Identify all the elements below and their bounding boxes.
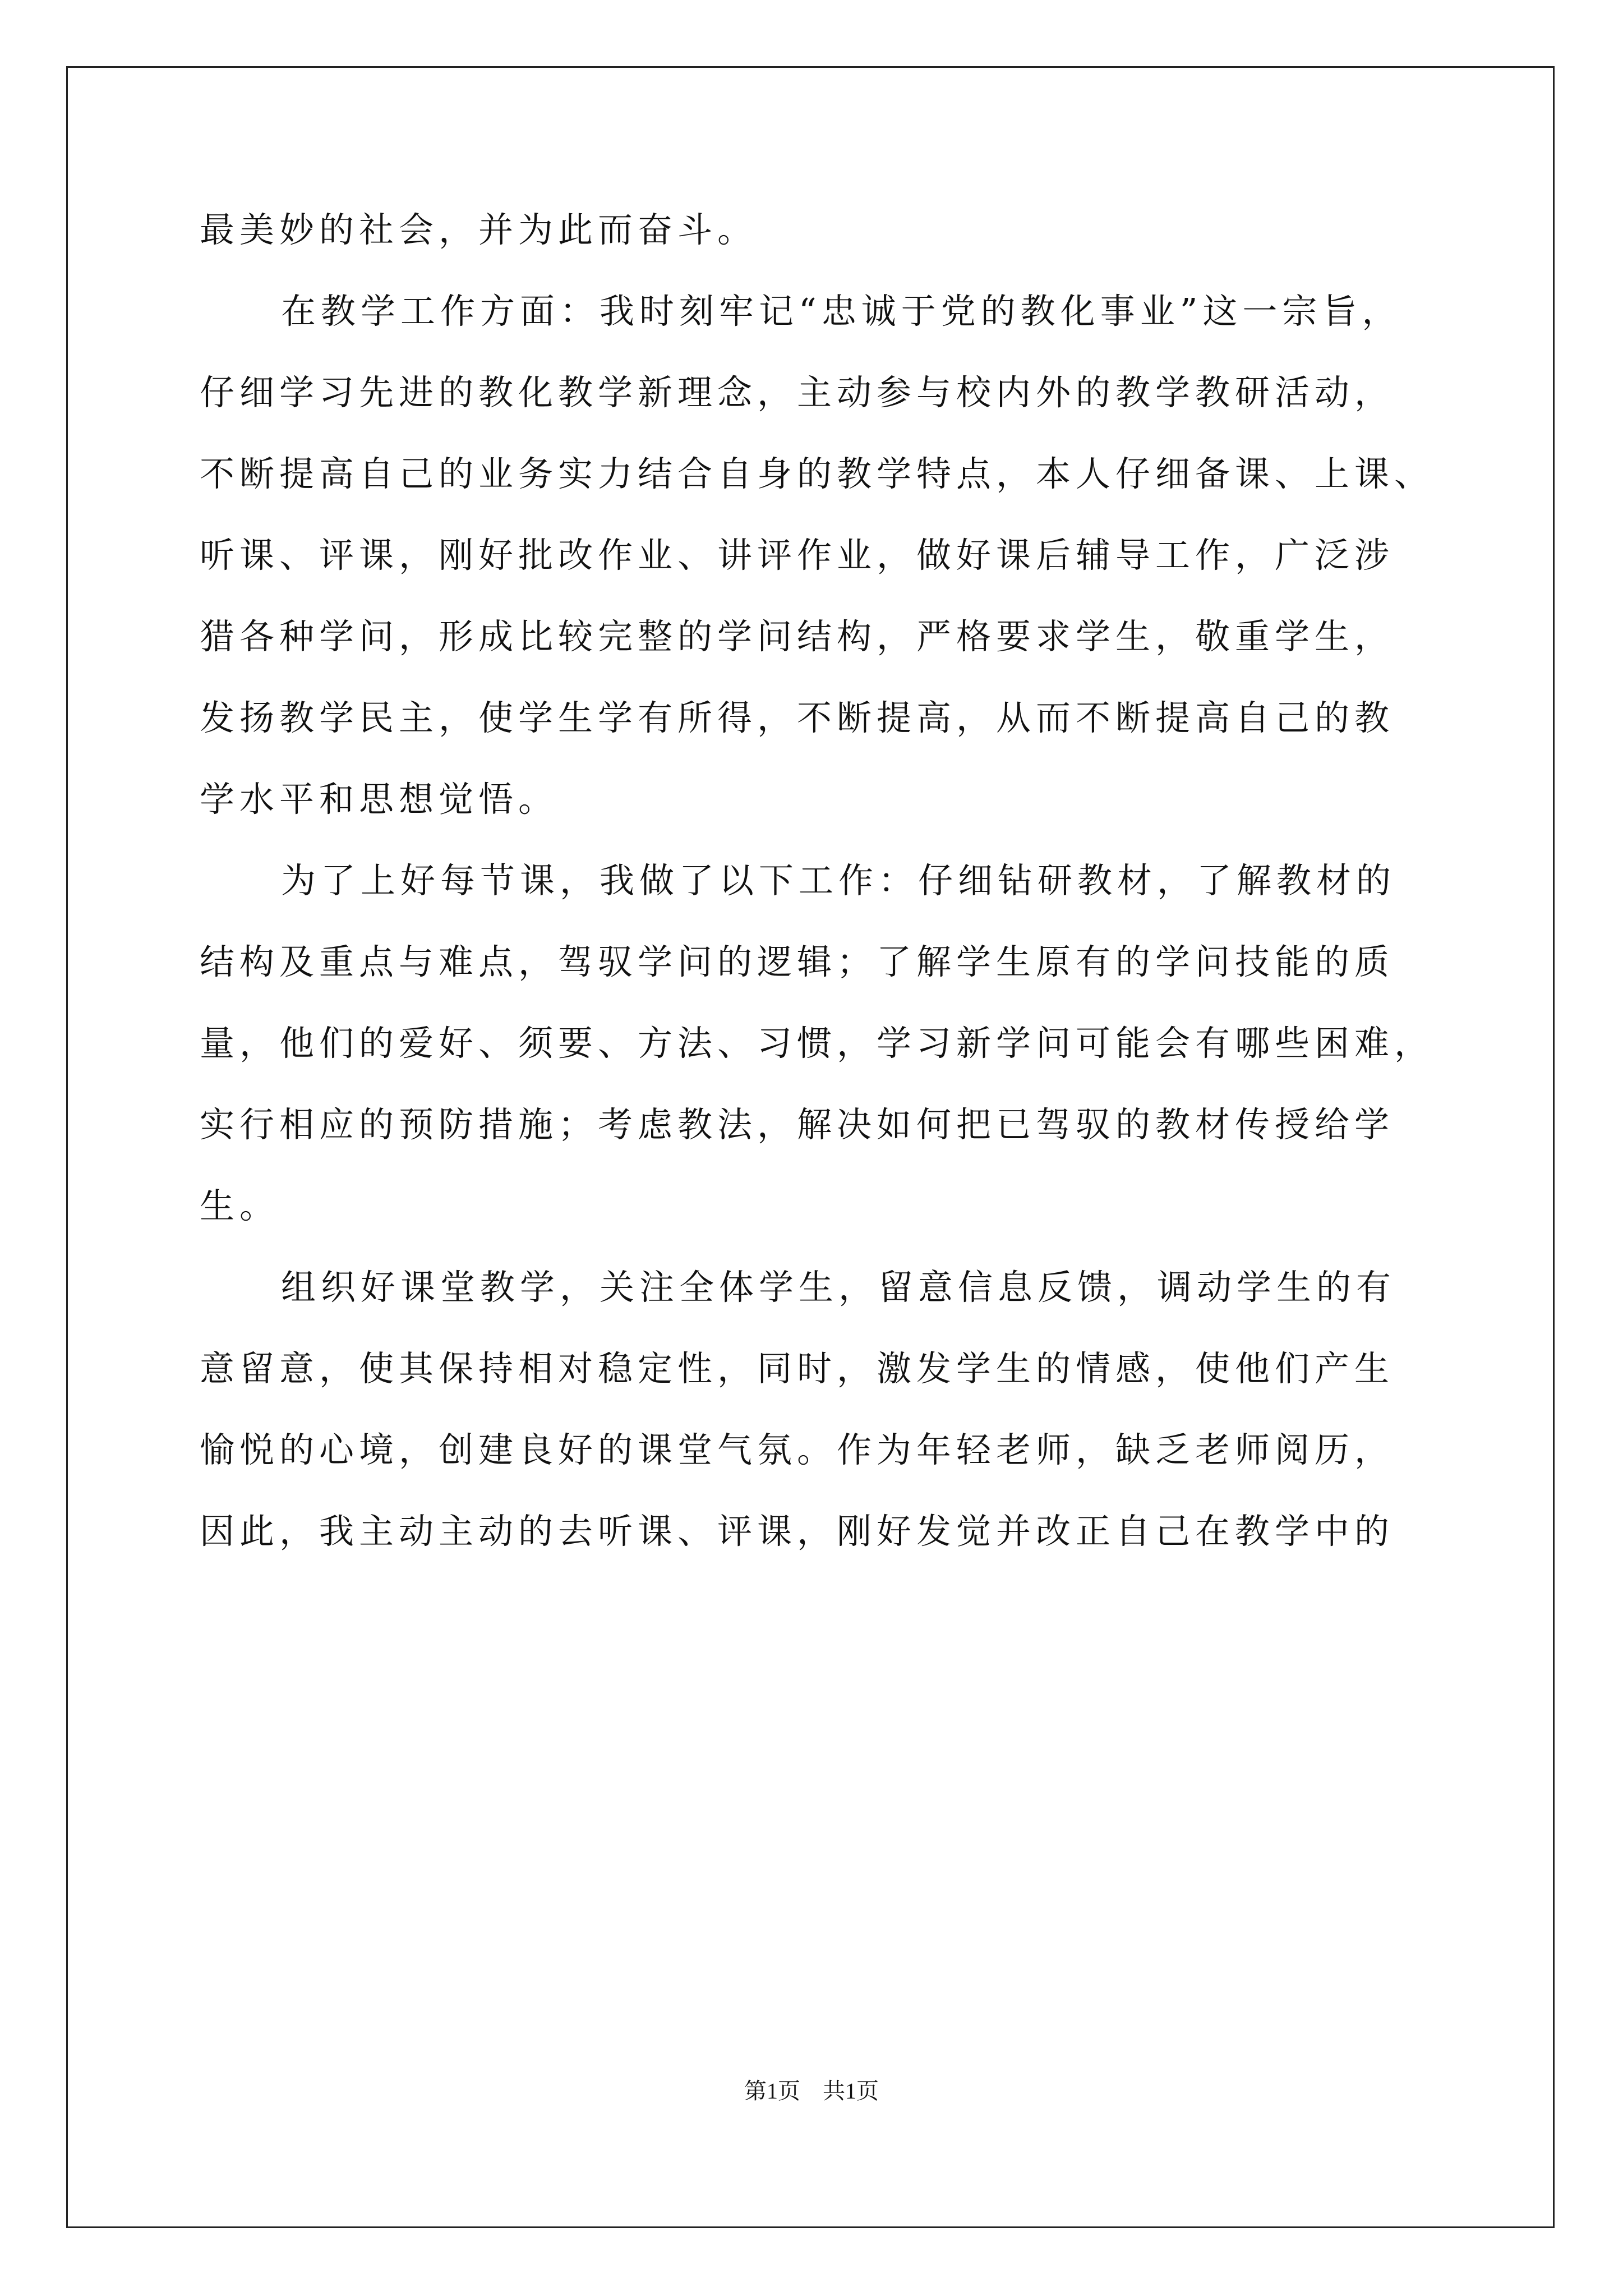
paragraph-first-line: 组织好课堂教学，关注全体学生，留意信息反馈，调动学生的有: [281, 1267, 1396, 1308]
text-line: 最美妙的社会，并为此而奋斗。: [200, 209, 758, 250]
text-line: 猎各种学问，形成比较完整的学问结构，严格要求学生，敬重学生，: [200, 616, 1395, 657]
page-number: 第1页: [744, 2078, 800, 2104]
text-line: 因此，我主动主动的去听课、评课，刚好发觉并改正自己在教学中的: [200, 1511, 1395, 1552]
paragraph-first-line: 为了上好每节课，我做了以下工作：仔细钻研教材，了解教材的: [281, 860, 1396, 901]
paragraph-first-line: 在教学工作方面：我时刻牢记“忠诚于党的教化事业”这一宗旨，: [281, 291, 1402, 332]
text-line: 仔细学习先进的教化教学新理念，主动参与校内外的教学教研活动，: [200, 372, 1395, 413]
page-footer: [0, 2076, 1623, 2107]
text-line: 听课、评课，刚好批改作业、讲评作业，做好课后辅导工作，广泛涉: [200, 535, 1395, 576]
text-line: 学水平和思想觉悟。: [200, 779, 559, 820]
text-line: 量，他们的爱好、须要、方法、习惯，学习新学问可能会有哪些困难，: [200, 1023, 1435, 1064]
text-line: 意留意，使其保持相对稳定性，同时，激发学生的情感，使他们产生: [200, 1348, 1395, 1389]
page-total: 共1页: [823, 2078, 879, 2104]
text-line: 生。: [200, 1185, 280, 1226]
text-line: 愉悦的心境，创建良好的课堂气氛。作为年轻老师，缺乏老师阅历，: [200, 1429, 1395, 1470]
text-line: 实行相应的预防措施；考虑教法，解决如何把已驾驭的教材传授给学: [200, 1104, 1395, 1145]
text-line: 结构及重点与难点，驾驭学问的逻辑；了解学生原有的学问技能的质: [200, 941, 1395, 982]
text-line: 发扬教学民主，使学生学有所得，不断提高，从而不断提高自己的教: [200, 697, 1395, 738]
text-line: 不断提高自己的业务实力结合自身的教学特点，本人仔细备课、上课、: [200, 453, 1435, 494]
